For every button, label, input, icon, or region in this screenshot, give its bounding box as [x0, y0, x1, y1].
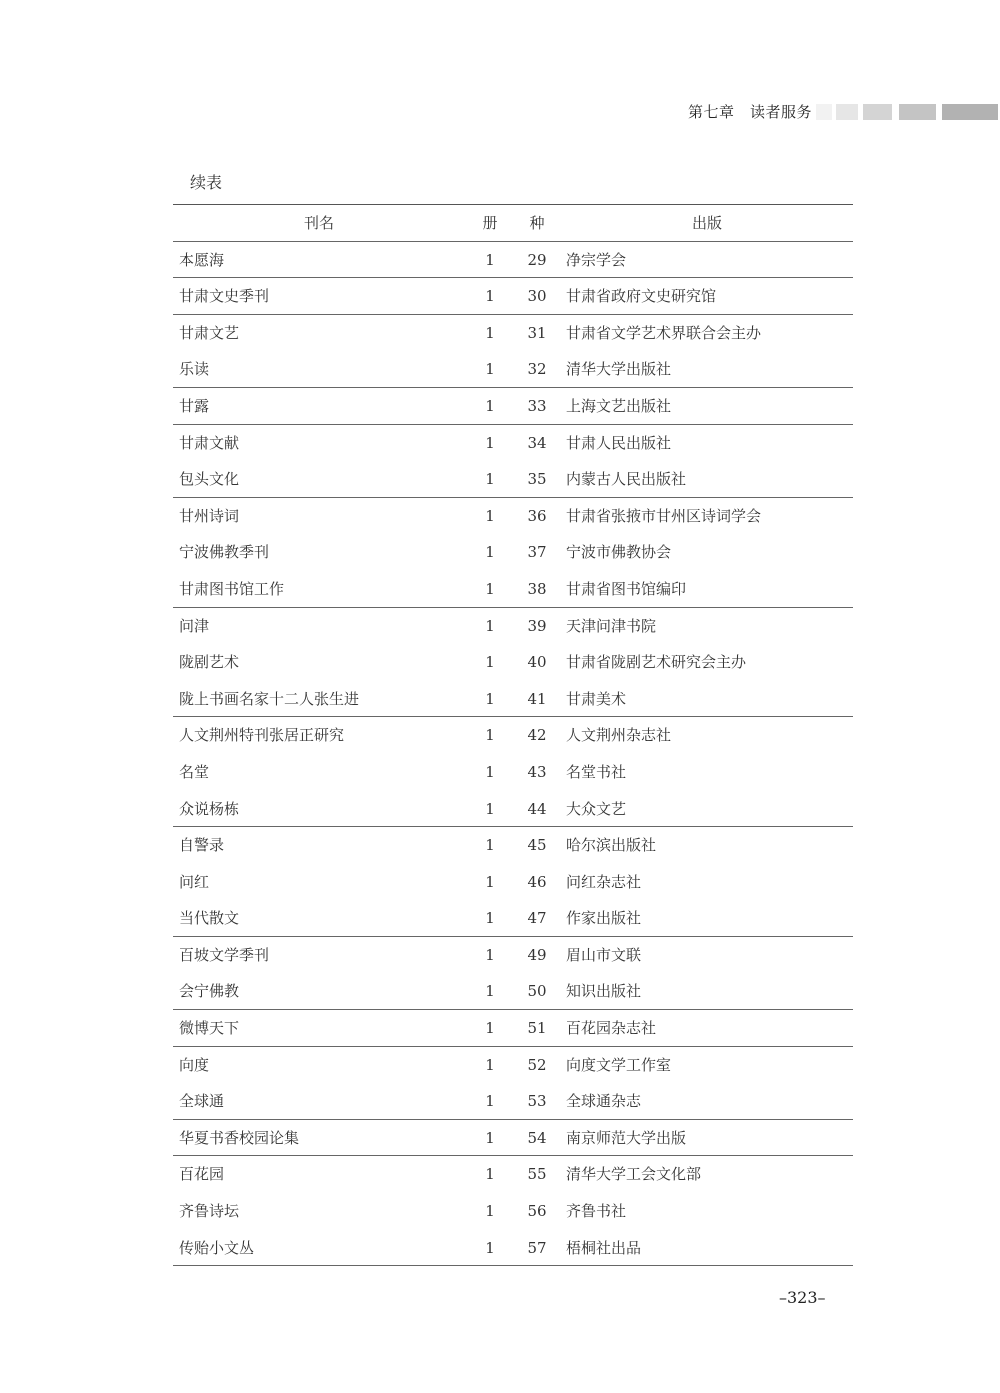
cell-publisher: 梧桐社出品 — [566, 1238, 642, 1257]
cell-kind: 29 — [527, 250, 547, 269]
header-block — [836, 104, 858, 120]
cell-volumes: 1 — [485, 982, 495, 1001]
table-row — [173, 242, 853, 279]
cell-kind: 45 — [527, 836, 547, 855]
cell-volumes: 1 — [485, 433, 495, 452]
cell-kind: 55 — [527, 1165, 547, 1184]
table-row — [173, 388, 853, 425]
cell-kind: 49 — [527, 945, 547, 964]
cell-volumes: 1 — [485, 250, 495, 269]
cell-volumes: 1 — [485, 579, 495, 598]
table-row — [173, 864, 853, 901]
table-row — [173, 315, 853, 352]
cell-kind: 31 — [527, 323, 547, 342]
cell-title: 甘肃文艺 — [179, 323, 240, 342]
cell-kind: 40 — [527, 653, 547, 672]
cell-volumes: 1 — [485, 653, 495, 672]
cell-title: 甘肃文史季刊 — [179, 287, 270, 306]
cell-kind: 52 — [527, 1055, 547, 1074]
cell-kind: 32 — [527, 360, 547, 379]
cell-publisher: 清华大学出版社 — [566, 360, 672, 379]
table-row — [173, 1156, 853, 1193]
cell-volumes: 1 — [485, 762, 495, 781]
page-number: –323– — [779, 1288, 826, 1307]
header-block — [899, 104, 936, 120]
cell-title: 会宁佛教 — [179, 982, 240, 1001]
cell-title: 人文荆州特刊张居正研究 — [179, 726, 345, 745]
cell-volumes: 1 — [485, 506, 495, 525]
cell-title: 向度 — [179, 1055, 210, 1074]
cell-publisher: 甘肃省文学艺术界联合会主办 — [566, 323, 762, 342]
cell-volumes: 1 — [485, 945, 495, 964]
cell-kind: 47 — [527, 909, 547, 928]
cell-publisher: 内蒙古人民出版社 — [566, 470, 687, 489]
cell-kind: 34 — [527, 433, 547, 452]
cell-volumes: 1 — [485, 872, 495, 891]
table-row — [173, 900, 853, 937]
cell-publisher: 甘肃美术 — [566, 689, 627, 708]
cell-kind: 43 — [527, 762, 547, 781]
cell-publisher: 齐鲁书社 — [566, 1202, 627, 1221]
cell-title: 乐读 — [179, 360, 210, 379]
cell-title: 宁波佛教季刊 — [179, 543, 270, 562]
cell-title: 陇上书画名家十二人张生进 — [179, 689, 360, 708]
table-row — [173, 791, 853, 828]
cell-volumes: 1 — [485, 616, 495, 635]
cell-publisher: 天津问津书院 — [566, 616, 657, 635]
cell-title: 自警录 — [179, 836, 225, 855]
cell-volumes: 1 — [485, 909, 495, 928]
header-block — [816, 104, 832, 120]
cell-kind: 51 — [527, 1019, 547, 1038]
table-row — [173, 425, 853, 462]
cell-kind: 36 — [527, 506, 547, 525]
cell-volumes: 1 — [485, 689, 495, 708]
cell-kind: 41 — [527, 689, 547, 708]
table-row — [173, 1120, 853, 1157]
cell-volumes: 1 — [485, 836, 495, 855]
table-row — [173, 681, 853, 718]
cell-kind: 39 — [527, 616, 547, 635]
cell-publisher: 净宗学会 — [566, 250, 627, 269]
table-row — [173, 754, 853, 791]
cell-volumes: 1 — [485, 1165, 495, 1184]
table-row — [173, 1010, 853, 1047]
table-body — [173, 242, 853, 1267]
cell-publisher: 名堂书社 — [566, 762, 627, 781]
cell-title: 名堂 — [179, 762, 210, 781]
cell-publisher: 上海文艺出版社 — [566, 396, 672, 415]
cell-volumes: 1 — [485, 1238, 495, 1257]
cell-volumes: 1 — [485, 1128, 495, 1147]
cell-title: 甘肃图书馆工作 — [179, 579, 285, 598]
cell-kind: 56 — [527, 1202, 547, 1221]
table-row — [173, 937, 853, 974]
column-header-publisher: 出版 — [691, 214, 722, 232]
cell-publisher: 大众文艺 — [566, 799, 627, 818]
cell-publisher: 作家出版社 — [566, 909, 642, 928]
cell-publisher: 甘肃省张掖市甘州区诗词学会 — [566, 506, 762, 525]
header-block — [863, 104, 892, 120]
cell-title: 问红 — [179, 872, 210, 891]
table-row — [173, 1083, 853, 1120]
cell-publisher: 宁波市佛教协会 — [566, 543, 672, 562]
cell-title: 包头文化 — [179, 470, 240, 489]
cell-volumes: 1 — [485, 1019, 495, 1038]
cell-publisher: 哈尔滨出版社 — [566, 836, 657, 855]
cell-volumes: 1 — [485, 799, 495, 818]
periodicals-table — [173, 204, 853, 1266]
table-header-row — [173, 205, 853, 242]
cell-title: 传贻小文丛 — [179, 1238, 255, 1257]
cell-kind: 42 — [527, 726, 547, 745]
column-header-kind: 种 — [529, 214, 545, 232]
table-row — [173, 571, 853, 608]
table-row — [173, 644, 853, 681]
cell-title: 当代散文 — [179, 909, 240, 928]
cell-volumes: 1 — [485, 1202, 495, 1221]
table-row — [173, 827, 853, 864]
table-row — [173, 608, 853, 645]
cell-volumes: 1 — [485, 726, 495, 745]
table-row — [173, 498, 853, 535]
cell-title: 陇剧艺术 — [179, 653, 240, 672]
cell-kind: 54 — [527, 1128, 547, 1147]
table-row — [173, 1230, 853, 1267]
cell-title: 众说杨栋 — [179, 799, 240, 818]
cell-volumes: 1 — [485, 360, 495, 379]
cell-publisher: 南京师范大学出版 — [566, 1128, 687, 1147]
cell-volumes: 1 — [485, 470, 495, 489]
cell-title: 百坡文学季刊 — [179, 945, 270, 964]
cell-publisher: 全球通杂志 — [566, 1092, 642, 1111]
cell-title: 华夏书香校园论集 — [179, 1128, 300, 1147]
cell-volumes: 1 — [485, 1055, 495, 1074]
table-row — [173, 534, 853, 571]
cell-title: 齐鲁诗坛 — [179, 1202, 240, 1221]
cell-kind: 53 — [527, 1092, 547, 1111]
cell-publisher: 眉山市文联 — [566, 945, 642, 964]
header-block — [942, 104, 998, 120]
table-continued-label: 续表 — [190, 173, 223, 192]
cell-publisher: 甘肃省陇剧艺术研究会主办 — [566, 653, 747, 672]
table-row — [173, 461, 853, 498]
table-row — [173, 278, 853, 315]
cell-volumes: 1 — [485, 323, 495, 342]
table-row — [173, 351, 853, 388]
cell-kind: 37 — [527, 543, 547, 562]
cell-title: 问津 — [179, 616, 210, 635]
cell-title: 全球通 — [179, 1092, 225, 1111]
cell-publisher: 问红杂志社 — [566, 872, 642, 891]
table-row — [173, 973, 853, 1010]
cell-title: 甘州诗词 — [179, 506, 240, 525]
table-row — [173, 1193, 853, 1230]
cell-publisher: 甘肃省政府文史研究馆 — [566, 287, 717, 306]
cell-title: 本愿海 — [179, 250, 225, 269]
cell-volumes: 1 — [485, 543, 495, 562]
cell-publisher: 百花园杂志社 — [566, 1019, 657, 1038]
cell-title: 百花园 — [179, 1165, 225, 1184]
cell-title: 微博天下 — [179, 1019, 240, 1038]
column-header-title: 刊名 — [303, 214, 334, 232]
cell-kind: 35 — [527, 470, 547, 489]
cell-publisher: 清华大学工会文化部 — [566, 1165, 702, 1184]
cell-kind: 50 — [527, 982, 547, 1001]
chapter-header-title: 第七章 读者服务 — [688, 103, 813, 121]
cell-title: 甘露 — [179, 396, 210, 415]
cell-kind: 30 — [527, 287, 547, 306]
cell-kind: 38 — [527, 579, 547, 598]
cell-volumes: 1 — [485, 396, 495, 415]
cell-publisher: 向度文学工作室 — [566, 1055, 672, 1074]
cell-publisher: 甘肃省图书馆编印 — [566, 579, 687, 598]
cell-volumes: 1 — [485, 287, 495, 306]
column-header-volumes: 册 — [482, 214, 498, 232]
cell-volumes: 1 — [485, 1092, 495, 1111]
cell-publisher: 人文荆州杂志社 — [566, 726, 672, 745]
cell-kind: 57 — [527, 1238, 547, 1257]
cell-title: 甘肃文献 — [179, 433, 240, 452]
cell-kind: 33 — [527, 396, 547, 415]
cell-kind: 46 — [527, 872, 547, 891]
table-row — [173, 717, 853, 754]
cell-kind: 44 — [527, 799, 547, 818]
table-row — [173, 1047, 853, 1084]
cell-publisher: 甘肃人民出版社 — [566, 433, 672, 452]
cell-publisher: 知识出版社 — [566, 982, 642, 1001]
